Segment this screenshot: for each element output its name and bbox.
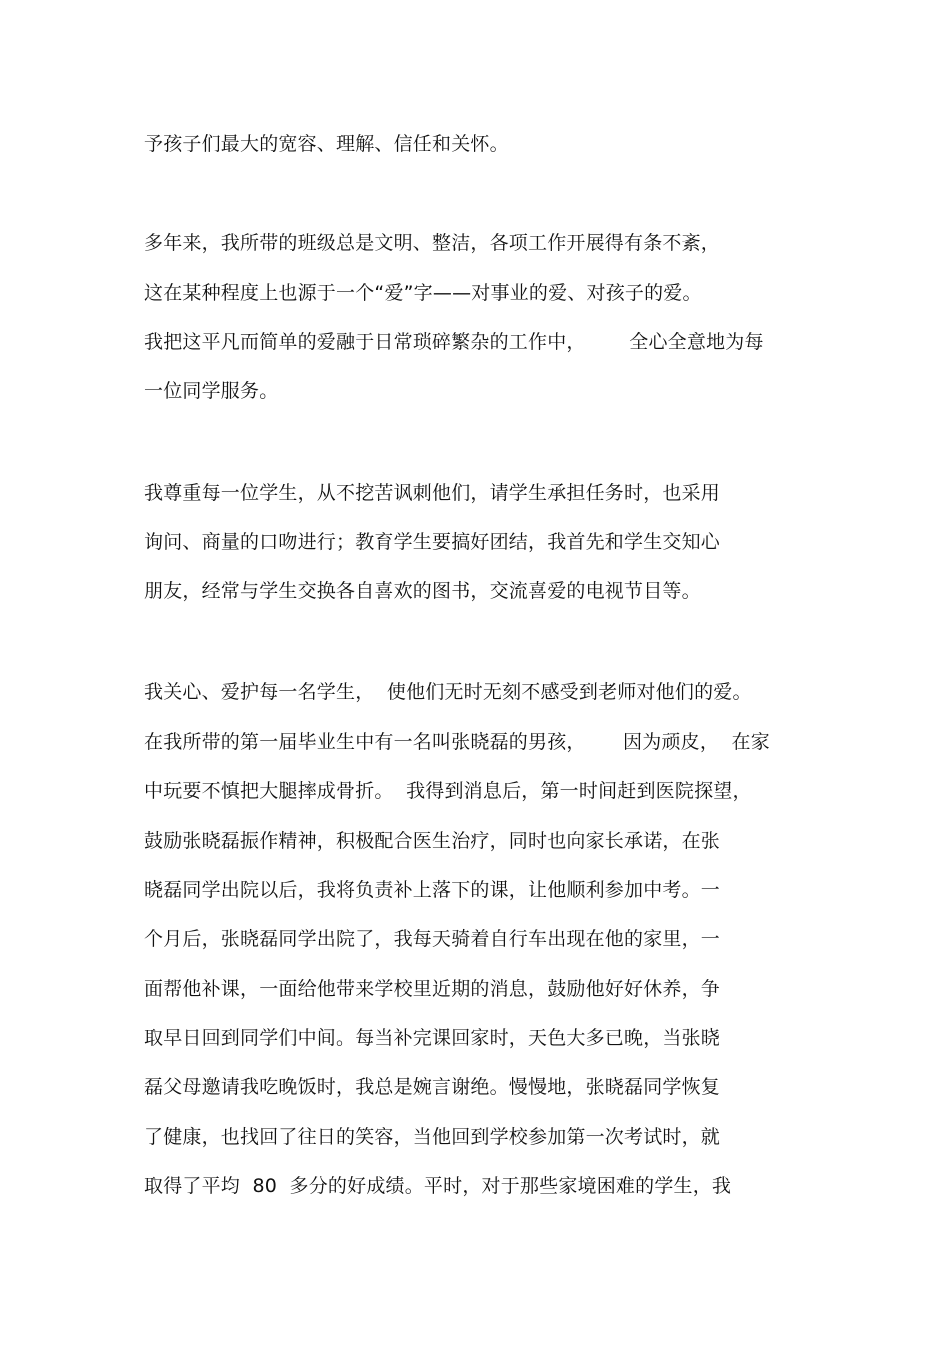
text-line: 我把这平凡而简单的爱融于日常琐碎繁杂的工作中， 全心全意地为每 <box>144 331 764 353</box>
text-line: 予孩子们最大的宽容、理解、信任和关怀。 <box>144 133 509 155</box>
text-line: 面帮他补课，一面给他带来学校里近期的消息，鼓励他好好休养，争 <box>144 978 721 1000</box>
text-line: 晓磊同学出院以后，我将负责补上落下的课，让他顺利参加中考。一 <box>144 879 721 901</box>
text-line: 在我所带的第一届毕业生中有一名叫张晓磊的男孩， 因为顽皮， 在家 <box>144 731 770 753</box>
text-line: 取早日回到同学们中间。每当补完课回家时，天色大多已晚，当张晓 <box>144 1027 721 1049</box>
text-line: 我关心、爱护每一名学生， 使他们无时无刻不感受到老师对他们的爱。 <box>144 681 752 703</box>
text-line: 取得了平均 80 多分的好成绩。平时，对于那些家境困难的学生，我 <box>144 1175 732 1197</box>
text-line: 多年来，我所带的班级总是文明、整洁，各项工作开展得有条不紊， <box>144 232 721 254</box>
text-line: 个月后，张晓磊同学出院了，我每天骑着自行车出现在他的家里，一 <box>144 928 721 950</box>
text-line: 中玩要不慎把大腿摔成骨折。 我得到消息后，第一时间赶到医院探望， <box>144 780 752 802</box>
text-line: 这在某种程度上也源于一个“爱”字——对事业的爱、对孩子的爱。 <box>144 282 702 304</box>
text-line: 了健康，也找回了往日的笑容，当他回到学校参加第一次考试时，就 <box>144 1126 721 1148</box>
text-line: 磊父母邀请我吃晚饭时，我总是婉言谢绝。慢慢地，张晓磊同学恢复 <box>144 1076 721 1098</box>
text-line: 一位同学服务。 <box>144 380 279 402</box>
text-line: 鼓励张晓磊振作精神，积极配合医生治疗，同时也向家长承诺，在张 <box>144 830 721 852</box>
text-line: 询问、商量的口吻进行；教育学生要搞好团结，我首先和学生交知心 <box>144 531 721 553</box>
text-line: 我尊重每一位学生，从不挖苦讽刺他们，请学生承担任务时，也采用 <box>144 482 721 504</box>
text-line: 朋友，经常与学生交换各自喜欢的图书，交流喜爱的电视节目等。 <box>144 580 701 602</box>
